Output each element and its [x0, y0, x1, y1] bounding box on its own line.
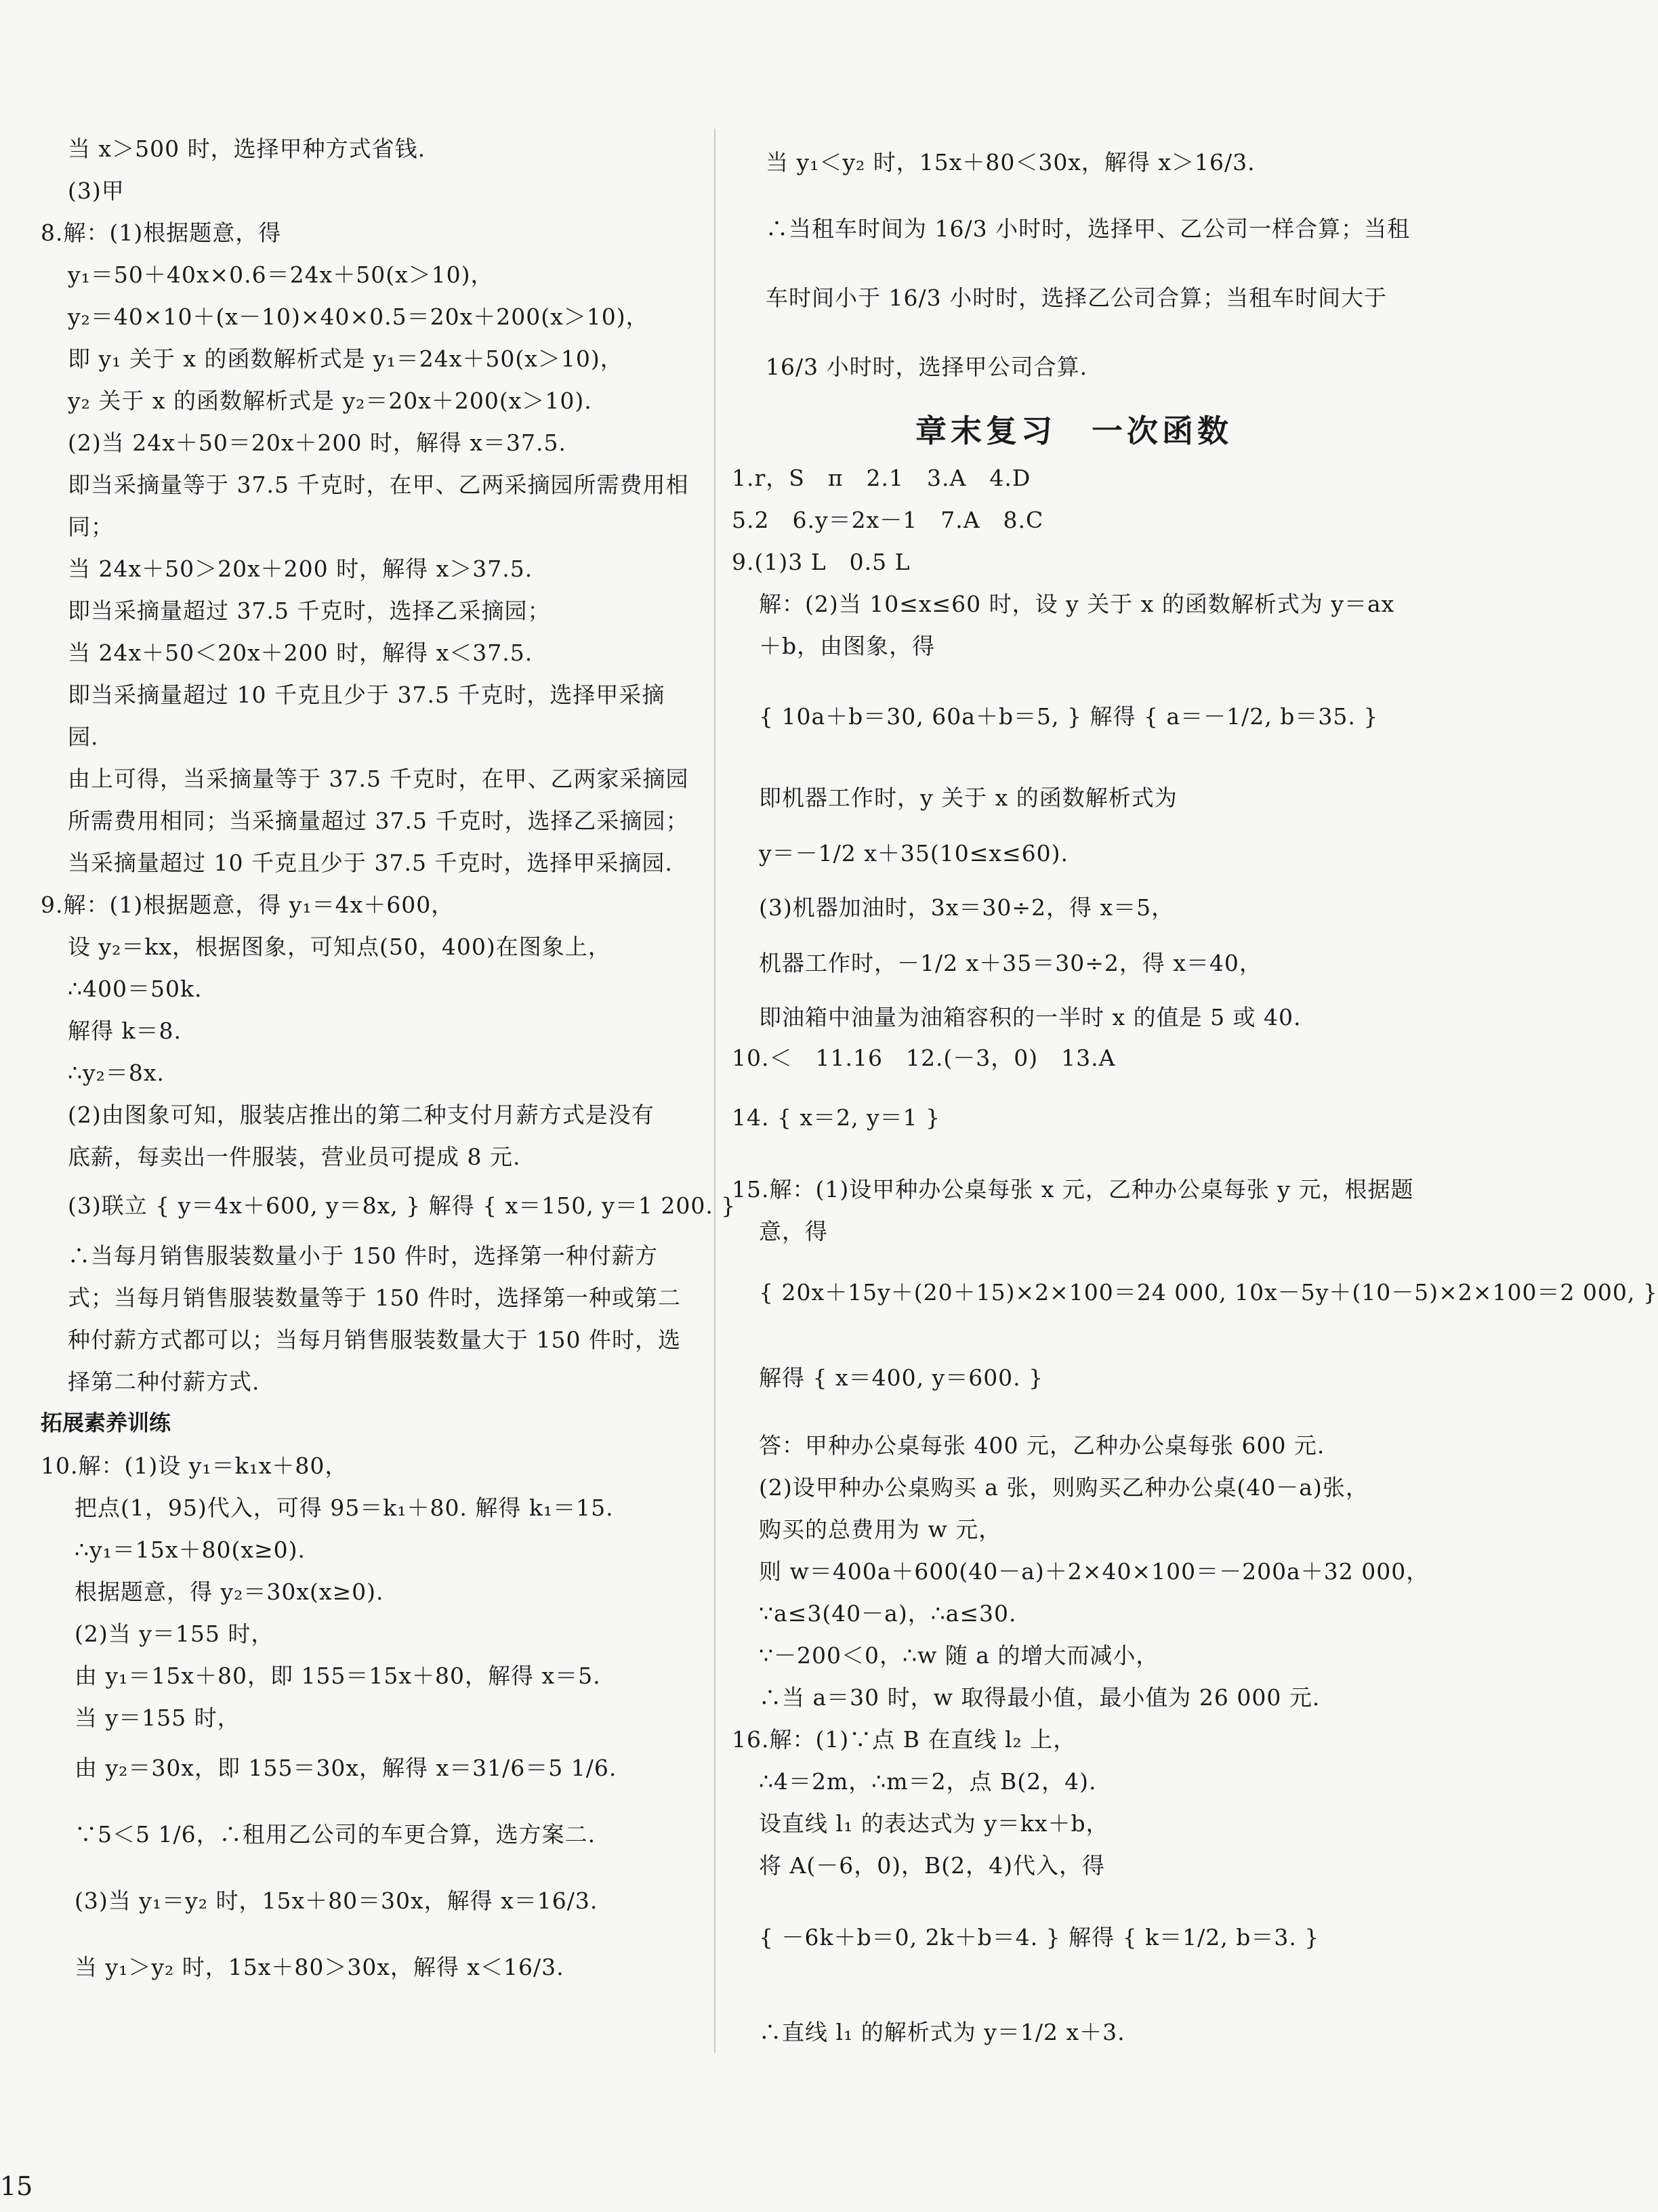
text-line: (3)甲: [68, 178, 125, 204]
text-line: 即当采摘量超过 37.5 千克时，选择乙采摘园；: [68, 598, 551, 624]
text-line: 16/3 小时时，选择甲公司合算.: [766, 354, 1088, 380]
text-line: 即 y₁ 关于 x 的函数解析式是 y₁＝24x＋50(x＞10)，: [68, 346, 623, 372]
text-line: 根据题意，得 y₂＝30x(x≥0).: [75, 1579, 384, 1605]
text-line: 当 x＞500 时，选择甲种方式省钱.: [68, 135, 426, 162]
text-line: 解得 k＝8.: [68, 1018, 182, 1044]
text-line: y₂ 关于 x 的函数解析式是 y₂＝20x＋200(x＞10).: [68, 388, 592, 414]
text-line: 1.r，S π 2.1 3.A 4.D: [732, 465, 1031, 491]
text-line: 15.解：(1)设甲种办公桌每张 x 元，乙种办公桌每张 y 元，根据题: [732, 1176, 1414, 1203]
text-line: 由 y₁＝15x＋80，即 155＝15x＋80，解得 x＝5.: [75, 1663, 601, 1689]
text-line: 设直线 l₁ 的表达式为 y＝kx＋b，: [759, 1810, 1109, 1837]
text-line: 同；: [68, 514, 114, 540]
text-line: 园.: [68, 724, 99, 750]
text-line: (2)当 24x＋50＝20x＋200 时，解得 x＝37.5.: [68, 430, 566, 456]
text-line: 将 A(－6，0)，B(2，4)代入，得: [759, 1852, 1106, 1879]
text-line: ∴当租车时间为 16/3 小时时，选择甲、乙公司一样合算；当租: [766, 215, 1411, 242]
text-line: 由上可得，当采摘量等于 37.5 千克时，在甲、乙两家采摘园: [68, 766, 689, 792]
text-line: ∴400＝50k.: [68, 976, 203, 1002]
text-line: (2)当 y＝155 时，: [75, 1621, 274, 1647]
text-line: 16.解：(1)∵点 B 在直线 l₂ 上，: [732, 1726, 1077, 1753]
text-line: 9.解：(1)根据题意，得 y₁＝4x＋600，: [41, 892, 455, 918]
text-line: 5.2 6.y＝2x－1 7.A 8.C: [732, 507, 1044, 533]
text-line: 当 y₁＞y₂ 时，15x＋80＞30x，解得 x＜16/3.: [75, 1954, 564, 1980]
text-line: 底薪，每卖出一件服装，营业员可提成 8 元.: [68, 1144, 521, 1170]
subsection-heading: 拓展素养训练: [41, 1410, 171, 1436]
text-line: 式；当每月销售服装数量等于 150 件时，选择第一种或第二: [68, 1285, 681, 1311]
text-line: ∴当 a＝30 时，w 取得最小值，最小值为 26 000 元.: [759, 1684, 1321, 1711]
text-line: 由 y₂＝30x，即 155＝30x，解得 x＝31/6＝5 1/6.: [75, 1755, 617, 1781]
text-line: (2)由图象可知，服装店推出的第二种支付月薪方式是没有: [68, 1102, 655, 1128]
text-line: 解：(2)当 10≤x≤60 时，设 y 关于 x 的函数解析式为 y＝ax: [759, 591, 1395, 617]
text-line: 机器工作时，－1/2 x＋35＝30÷2，得 x＝40，: [759, 950, 1262, 976]
text-line: 即当采摘量等于 37.5 千克时，在甲、乙两采摘园所需费用相: [68, 472, 689, 498]
text-line: (2)设甲种办公桌购买 a 张，则购买乙种办公桌(40－a)张，: [759, 1474, 1369, 1501]
text-line: ∴y₂＝8x.: [68, 1060, 165, 1086]
chapter-review-title: 章末复习 一次函数: [915, 413, 1232, 449]
text-line: 当 y＝155 时，: [75, 1705, 241, 1731]
text-line: 当 y₁＜y₂ 时，15x＋80＜30x，解得 x＞16/3.: [766, 149, 1256, 175]
text-line: 设 y₂＝kx，根据图象，可知点(50，400)在图象上，: [68, 934, 611, 960]
text-line: 购买的总费用为 w 元，: [759, 1516, 1002, 1543]
text-line: ∴y₁＝15x＋80(x≥0).: [75, 1537, 306, 1563]
text-line: { －6k＋b＝0, 2k＋b＝4. } 解得 { k＝1/2, b＝3. }: [759, 1924, 1320, 1950]
text-line: 车时间小于 16/3 小时时，选择乙公司合算；当租车时间大于: [766, 285, 1388, 311]
text-line: y＝－1/2 x＋35(10≤x≤60).: [759, 840, 1069, 867]
text-line: ∴直线 l₁ 的解析式为 y＝1/2 x＋3.: [759, 2019, 1125, 2045]
text-line: 择第二种付薪方式.: [68, 1369, 260, 1395]
text-line: 当 24x＋50＞20x＋200 时，解得 x＞37.5.: [68, 556, 533, 582]
page-number: 15: [0, 2171, 33, 2201]
text-line: (3)联立 { y＝4x＋600, y＝8x, } 解得 { x＝150, y＝1 200. }: [68, 1192, 737, 1219]
text-line: 即机器工作时，y 关于 x 的函数解析式为: [759, 785, 1178, 811]
text-line: 则 w＝400a＋600(40－a)＋2×40×100＝－200a＋32 000，: [759, 1558, 1430, 1585]
text-line: 10.＜ 11.16 12.(－3，0) 13.A: [732, 1045, 1116, 1071]
text-line: 种付薪方式都可以；当每月销售服装数量大于 150 件时，选: [68, 1327, 681, 1353]
text-line: 8.解：(1)根据题意，得: [41, 220, 282, 246]
text-line: 意，得: [759, 1218, 828, 1245]
text-line: ∴4＝2m，∴m＝2，点 B(2，4).: [759, 1768, 1097, 1795]
text-line: 即当采摘量超过 10 千克且少于 37.5 千克时，选择甲采摘: [68, 682, 665, 708]
text-line: 10.解：(1)设 y₁＝k₁x＋80，: [41, 1453, 348, 1479]
text-line: y₂＝40×10＋(x－10)×40×0.5＝20x＋200(x＞10)，: [68, 304, 649, 330]
text-line: 当采摘量超过 10 千克且少于 37.5 千克时，选择甲采摘园.: [68, 850, 673, 876]
text-line: ∵a≤3(40－a)，∴a≤30.: [759, 1600, 1017, 1627]
text-line: ∵5＜5 1/6，∴租用乙公司的车更合算，选方案二.: [75, 1821, 596, 1848]
column-divider: [714, 129, 716, 2053]
text-line: ∵－200＜0，∴w 随 a 的增大而减小，: [759, 1642, 1159, 1669]
text-line: { 10a＋b＝30, 60a＋b＝5, } 解得 { a＝－1/2, b＝35. }: [759, 703, 1379, 730]
text-line: 把点(1，95)代入，可得 95＝k₁＋80. 解得 k₁＝15.: [75, 1495, 614, 1521]
text-line: 9.(1)3 L 0.5 L: [732, 549, 911, 575]
text-line: 答：甲种办公桌每张 400 元，乙种办公桌每张 600 元.: [759, 1432, 1325, 1459]
text-line: 所需费用相同；当采摘量超过 37.5 千克时，选择乙采摘园；: [68, 808, 689, 834]
text-line: 即油箱中油量为油箱容积的一半时 x 的值是 5 或 40.: [759, 1004, 1302, 1030]
text-line: 14. { x＝2, y＝1 }: [732, 1104, 941, 1131]
text-line: ∴当每月销售服装数量小于 150 件时，选择第一种付薪方: [68, 1243, 658, 1269]
text-line: ＋b，由图象，得: [759, 633, 936, 659]
text-line: 当 24x＋50＜20x＋200 时，解得 x＜37.5.: [68, 640, 533, 666]
text-line: 解得 { x＝400, y＝600. }: [759, 1364, 1044, 1391]
text-line: (3)机器加油时，3x＝30÷2，得 x＝5，: [759, 894, 1175, 921]
text-line: y₁＝50＋40x×0.6＝24x＋50(x＞10)，: [68, 262, 494, 288]
text-line: { 20x＋15y＋(20＋15)×2×100＝24 000, 10x－5y＋(10－5)×2×100＝2 000, }: [759, 1279, 1658, 1306]
text-line: (3)当 y₁＝y₂ 时，15x＋80＝30x，解得 x＝16/3.: [75, 1887, 598, 1914]
